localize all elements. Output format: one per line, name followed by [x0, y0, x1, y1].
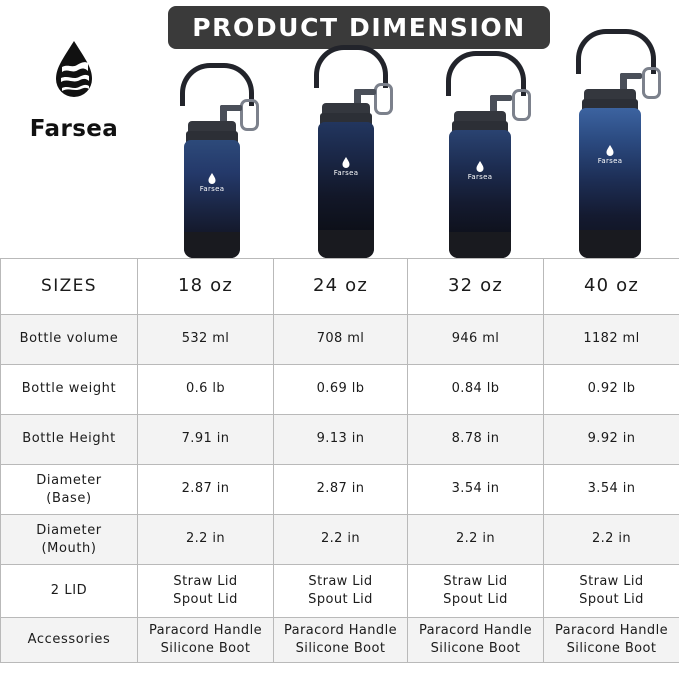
page-title: PRODUCT DIMENSION	[192, 13, 526, 42]
cell-accessories-32oz-line2: Silicone Boot	[430, 641, 521, 656]
bottle-body	[579, 108, 641, 258]
cell-accessories-24oz	[274, 618, 408, 663]
straw-lid-spout-icon	[490, 95, 512, 101]
bottle-drop-icon	[476, 158, 485, 170]
bottle-logo-text: Farsea	[597, 157, 623, 165]
cell-volume-32oz: 946 ml	[408, 315, 544, 365]
cell-weight-24oz: 0.69 lb	[274, 365, 408, 415]
cell-lid-24oz	[274, 565, 408, 618]
cell-lid-40oz-line2: Spout Lid	[579, 592, 644, 607]
cell-accessories-32oz-line1: Paracord Handle	[419, 623, 532, 639]
table-row	[1, 465, 679, 515]
paracord-handle-icon	[446, 51, 526, 96]
carabiner-icon	[374, 83, 393, 115]
silicone-boot	[318, 230, 374, 258]
cell-accessories-18oz-line1: Paracord Handle	[149, 623, 262, 639]
cell-lid-24oz-line2: Spout Lid	[308, 592, 373, 607]
cell-diameter-mouth-32oz: 2.2 in	[408, 515, 544, 565]
bottle-body	[318, 122, 374, 258]
silicone-boot	[184, 232, 240, 258]
cell-lid-24oz-line1: Straw Lid	[308, 574, 373, 590]
product-header	[0, 0, 679, 258]
row-label-bottle-weight: Bottle weight	[1, 365, 138, 415]
table-row	[1, 565, 679, 618]
row-label-diameter-mouth	[1, 515, 138, 565]
bottle-drop-icon	[208, 170, 217, 182]
cell-lid-40oz-line1: Straw Lid	[579, 574, 644, 590]
carabiner-icon	[512, 89, 531, 121]
cell-accessories-18oz	[138, 618, 274, 663]
straw-lid-spout-icon	[620, 73, 642, 79]
cell-accessories-24oz-line2: Silicone Boot	[295, 641, 386, 656]
table-row	[1, 515, 679, 565]
cell-diameter-mouth-24oz: 2.2 in	[274, 515, 408, 565]
cell-lid-18oz-line1: Straw Lid	[173, 574, 238, 590]
cell-accessories-40oz-line2: Silicone Boot	[566, 641, 657, 656]
bottle-logo-text: Farsea	[199, 185, 225, 193]
cell-accessories-24oz-line1: Paracord Handle	[284, 623, 397, 639]
column-header-sizes: SIZES	[1, 259, 138, 315]
cell-diameter-base-24oz: 2.87 in	[274, 465, 408, 515]
cell-volume-40oz: 1182 ml	[544, 315, 679, 365]
row-label-bottle-volume: Bottle volume	[1, 315, 138, 365]
bottle-body	[449, 130, 511, 258]
cell-height-24oz: 9.13 in	[274, 415, 408, 465]
cell-diameter-mouth-18oz: 2.2 in	[138, 515, 274, 565]
column-header-18oz: 18 oz	[138, 259, 274, 315]
bottle-image-32oz	[432, 3, 560, 258]
cell-accessories-40oz-line1: Paracord Handle	[555, 623, 668, 639]
table-header-row	[1, 259, 679, 315]
table-row	[1, 365, 679, 415]
bottle-drop-icon	[342, 154, 351, 166]
silicone-boot	[449, 232, 511, 258]
cell-diameter-base-18oz: 2.87 in	[138, 465, 274, 515]
column-header-32oz: 32 oz	[408, 259, 544, 315]
bottle-drop-icon	[606, 142, 615, 154]
cell-lid-32oz-line1: Straw Lid	[443, 574, 508, 590]
cell-lid-32oz	[408, 565, 544, 618]
paracord-handle-icon	[576, 29, 656, 74]
carabiner-icon	[642, 67, 661, 99]
cell-accessories-32oz	[408, 618, 544, 663]
cell-diameter-mouth-40oz: 2.2 in	[544, 515, 679, 565]
straw-lid-spout-icon	[354, 89, 376, 95]
column-header-40oz: 40 oz	[544, 259, 679, 315]
table-row	[1, 415, 679, 465]
brand-logo	[14, 38, 134, 142]
brand-name: Farsea	[29, 116, 119, 142]
cell-lid-18oz-line2: Spout Lid	[173, 592, 238, 607]
cell-height-40oz: 9.92 in	[544, 415, 679, 465]
cell-lid-18oz	[138, 565, 274, 618]
product-dimension-table	[0, 258, 679, 663]
cell-weight-40oz: 0.92 lb	[544, 365, 679, 415]
bottle-body	[184, 140, 240, 258]
cell-lid-32oz-line2: Spout Lid	[443, 592, 508, 607]
bottle-image-24oz	[300, 3, 424, 258]
cell-volume-18oz: 532 ml	[138, 315, 274, 365]
row-label-diameter-mouth-line1: Diameter	[36, 522, 102, 538]
cell-accessories-18oz-line2: Silicone Boot	[160, 641, 251, 656]
row-label-diameter-mouth-line2: (Mouth)	[41, 540, 97, 556]
cell-diameter-base-32oz: 3.54 in	[408, 465, 544, 515]
table-row	[1, 315, 679, 365]
bottle-image-18oz	[168, 3, 288, 258]
row-label-2-lid: 2 LID	[1, 565, 138, 618]
cell-diameter-base-40oz: 3.54 in	[544, 465, 679, 515]
bottle-logo-text: Farsea	[333, 169, 359, 177]
silicone-boot	[579, 230, 641, 258]
straw-lid-spout-icon	[220, 105, 242, 111]
row-label-accessories: Accessories	[1, 618, 138, 663]
cell-height-32oz: 8.78 in	[408, 415, 544, 465]
row-label-bottle-height: Bottle Height	[1, 415, 138, 465]
cell-lid-40oz	[544, 565, 679, 618]
row-label-diameter-base-line1: Diameter	[36, 472, 102, 488]
cell-volume-24oz: 708 ml	[274, 315, 408, 365]
carabiner-icon	[240, 99, 259, 131]
row-label-diameter-base-line2: (Base)	[46, 490, 92, 506]
paracord-handle-icon	[314, 45, 388, 88]
row-label-diameter-base	[1, 465, 138, 515]
cell-accessories-40oz	[544, 618, 679, 663]
column-header-24oz: 24 oz	[274, 259, 408, 315]
cell-height-18oz: 7.91 in	[138, 415, 274, 465]
cell-weight-32oz: 0.84 lb	[408, 365, 544, 415]
cell-weight-18oz: 0.6 lb	[138, 365, 274, 415]
table-row	[1, 618, 679, 663]
bottle-image-40oz	[566, 3, 678, 258]
bottle-logo-text: Farsea	[467, 173, 493, 181]
water-drop-wave-logo-icon	[38, 38, 110, 110]
